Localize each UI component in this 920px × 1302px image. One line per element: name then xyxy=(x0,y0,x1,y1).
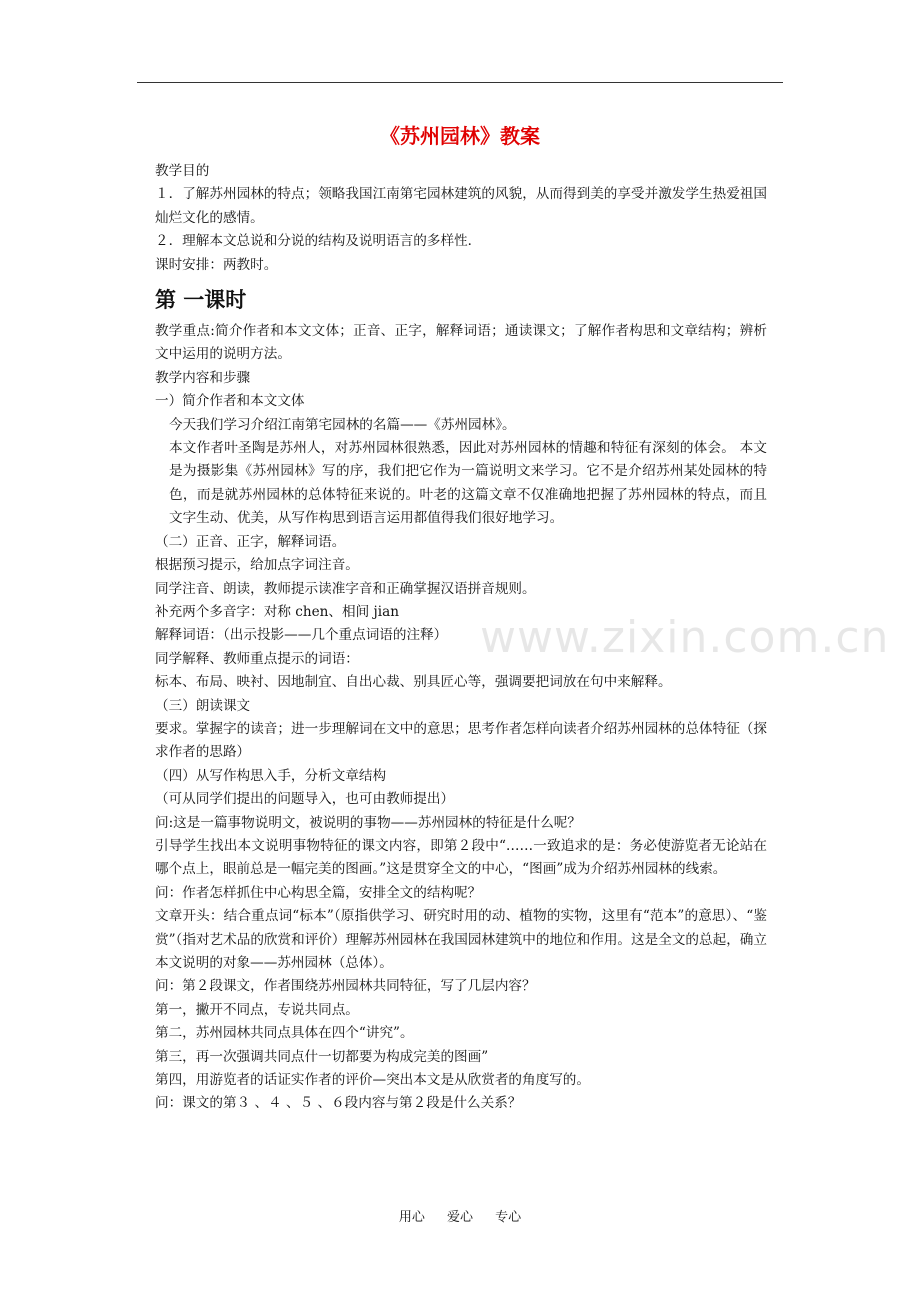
paragraph: 今天我们学习介绍江南第宅园林的名篇——《苏州园林》。 xyxy=(169,416,516,433)
paragraph: （可从同学们提出的问题导入，也可由教师提出） xyxy=(155,791,455,808)
paragraph: 本文作者叶圣陶是苏州人，对苏州园林很熟悉，因此对苏州园林的情趣和特征有深刻的体会。 本文是为摄影集《苏州园林》写的序，我们把它作为一篇说明文来学习。它不是介绍苏州某处园林的特色，而是就苏州园林的总体特征来说的。叶老的这篇文章不仅准确地把握了苏州园林的特点，而且文字生动、优美，从写作构思到语言运用都值得我们很好地学习。 xyxy=(169,440,767,527)
paragraph: 同学解释、教师重点提示的词语： xyxy=(155,650,359,667)
paragraph: 第一，撇开不同点，专说共同点。 xyxy=(155,1001,359,1018)
paragraph: 第三，再一次强调共同点什一切都要为构成完美的图画” xyxy=(155,1048,489,1065)
paragraph: （三）朗读课文 xyxy=(155,697,251,714)
paragraph: 第四，用游览者的话证实作者的评价—突出本文是从欣赏者的角度写的。 xyxy=(155,1072,590,1089)
section-label: 教学目的 xyxy=(155,163,210,179)
objective-1: １．了解苏州园林的特点；领略我国江南第宅园林建筑的风貌，从而得到美的享受并激发学生热爱祖国灿烂文化的感情。 xyxy=(155,186,767,226)
document-title: 《苏州园林》教案 xyxy=(380,124,540,148)
document-body xyxy=(155,160,767,1116)
paragraph: 问：第２段课文，作者围绕苏州园林共同特征，写了几层内容？ xyxy=(155,978,536,995)
paragraph: 问：作者怎样抓住中心构思全篇，安排全文的结构呢？ xyxy=(155,884,482,901)
paragraph: 根据预习提示，给加点字词注音。 xyxy=(155,557,359,574)
paragraph: （四）从写作构思入手，分析文章结构 xyxy=(155,767,387,784)
paragraph: 同学注音、朗读，教师提示读准字音和正确掌握汉语拼音规则。 xyxy=(155,580,536,597)
paragraph: 问：课文的第３ 、４ 、５ 、６段内容与第２段是什么关系？ xyxy=(155,1095,522,1112)
paragraph: 问:这是一篇事物说明文，被说明的事物——苏州园林的特征是什么呢？ xyxy=(155,814,581,831)
key-points: 教学重点:简介作者和本文文体；正音、正字，解释词语；通读课文；了解作者构思和文章结构；辨析文中运用的说明方法。 xyxy=(155,323,767,363)
page-footer: 用心 爱心 专心 xyxy=(398,1210,522,1225)
paragraph: 文章开头：结合重点词“标本”（原指供学习、研究时用的动、植物的实物，这里有“范本”的意思）、“鉴赏”（指对艺术品的欣赏和评价）理解苏州园林在我国园林建筑中的地位和作用。这是全文的总起，确立本文说明的对象——苏州园林（总体）。 xyxy=(155,908,767,971)
paragraph: 补充两个多音字：对称 chen、相间 jian xyxy=(155,603,399,620)
paragraph: 教学内容和步骤 xyxy=(155,369,251,386)
paragraph: 要求。掌握字的读音；进一步理解词在文中的意思；思考作者怎样向读者介绍苏州园林的总体特征（探求作者的思路） xyxy=(155,720,767,761)
header-rule xyxy=(137,82,783,83)
paragraph: 一）简介作者和本文文体 xyxy=(155,393,305,410)
lesson-heading: 第 一课时 xyxy=(155,288,247,313)
paragraph: 第二，苏州园林共同点具体在四个“讲究”。 xyxy=(155,1025,414,1042)
paragraph: 引导学生找出本文说明事物特征的课文内容，即第２段中“……一致追求的是：务必使游览者无论站在哪个点上，眼前总是一幅完美的图画。”这是贯穿全文的中心，“图画”成为介绍苏州园林的线索。 xyxy=(155,837,767,878)
paragraph: （二）正音、正字，解释词语。 xyxy=(155,533,346,550)
watermark: www.zixin.com.cn xyxy=(480,612,890,663)
paragraph: 解释词语：（出示投影——几个重点词语的注释） xyxy=(155,627,448,644)
objective-2: ２．理解本文总说和分说的结构及说明语言的多样性． xyxy=(155,233,482,250)
schedule: 课时安排：两教时。 xyxy=(155,256,278,273)
paragraph: 标本、布局、映衬、因地制宜、自出心裁、别具匠心等，强调要把词放在句中来解释。 xyxy=(155,674,672,691)
